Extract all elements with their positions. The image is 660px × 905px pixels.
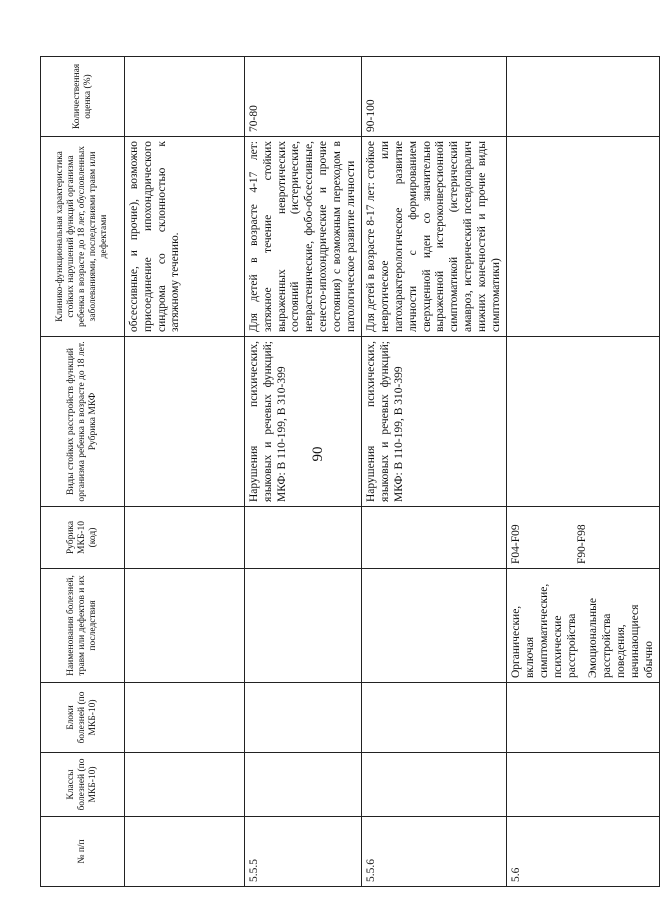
row-blocks xyxy=(245,683,362,753)
header-classes: Классы болезней (по МКБ-10) xyxy=(41,753,125,817)
row-rubric xyxy=(125,507,245,569)
row-num: 5.5.5 xyxy=(245,817,362,887)
row-blocks xyxy=(507,683,660,753)
table-row xyxy=(362,57,507,887)
row-types: Нарушения психических, языковых и речевых функций; МКФ: В 110-199, В 310-399 xyxy=(245,337,362,507)
header-rubric: Рубрика МКБ-10 (код) xyxy=(41,507,125,569)
row-classes xyxy=(125,753,245,817)
row-types xyxy=(125,337,245,507)
row-classes xyxy=(507,753,660,817)
row-clinical: обсессивные, и прочие), возможно присоединение ипохондрического синдрома со склонностью к затяжному течению. xyxy=(125,137,245,337)
row-num: 5.6 xyxy=(507,817,660,887)
row-names xyxy=(507,569,660,683)
names-spacer xyxy=(579,573,587,678)
row-classes xyxy=(245,753,362,817)
header-blocks: Блоки болезней (по МКБ-10) xyxy=(41,683,125,753)
header-quant: Количественная оценка (%) xyxy=(41,57,125,137)
header-clinical: Клинико-функциональная характеристика стойких нарушений функций организма ребенка в возрасте до 18 лет, обусловленных заболеваниями, последствиями травм или дефектами xyxy=(41,137,125,337)
header-types: Виды стойких расстройств функций организма ребенка в возрасте до 18 лет. Рубрика МКФ xyxy=(41,337,125,507)
table-row xyxy=(245,57,362,887)
row-types: Нарушения психических, языковых и речевых функций; МКФ: В 110-199, В 310-399 xyxy=(362,337,507,507)
row-names xyxy=(125,569,245,683)
names-organic: Органические, включая симптоматические, психические расстройства xyxy=(510,583,578,678)
row-classes xyxy=(362,753,507,817)
names-emotional: Эмоциональные расстройства поведения, начинающиеся обычно xyxy=(587,597,655,678)
rubric-emotional: F90-F98 xyxy=(576,524,589,564)
row-num: 5.5.6 xyxy=(362,817,507,887)
row-clinical xyxy=(507,137,660,337)
row-rubric xyxy=(507,507,660,569)
row-types xyxy=(507,337,660,507)
header-num: № п/п xyxy=(41,817,125,887)
table-header-row xyxy=(41,57,125,887)
rubric-spacer xyxy=(524,511,576,564)
rotated-table-container xyxy=(40,57,655,887)
rubric-organic: F04-F09 xyxy=(510,524,523,564)
row-blocks xyxy=(125,683,245,753)
disability-criteria-table xyxy=(40,56,660,887)
row-names xyxy=(362,569,507,683)
table-row xyxy=(125,57,245,887)
table-row xyxy=(507,57,660,887)
row-rubric xyxy=(245,507,362,569)
row-quant: 70-80 xyxy=(245,57,362,137)
row-clinical: Для детей в возрасте 4-17 лет: затяжное течение стойких выраженных невротических состояний (истерические, неврастенические, фобо-обсессивные, сенесто-ипохондрические и прочие состояния) с возможным переходом в патологическое развитие личности xyxy=(245,137,362,337)
page-number: 90 xyxy=(310,446,326,462)
row-rubric xyxy=(362,507,507,569)
row-clinical: Для детей в возрасте 8-17 лет: стойкое невротическое или патохарактерологическое развитие личности с формированием сверхценной идеи со значительно выраженной истероконверсионной симптоматикой (истерический амавроз, истерический псевдопаралич нижних конечностей и прочие виды симптоматики) xyxy=(362,137,507,337)
row-quant: 90-100 xyxy=(362,57,507,137)
row-blocks xyxy=(362,683,507,753)
row-quant xyxy=(125,57,245,137)
row-names xyxy=(245,569,362,683)
row-quant xyxy=(507,57,660,137)
header-names: Наименования болезней, травм или дефектов и их последствия xyxy=(41,569,125,683)
row-num xyxy=(125,817,245,887)
